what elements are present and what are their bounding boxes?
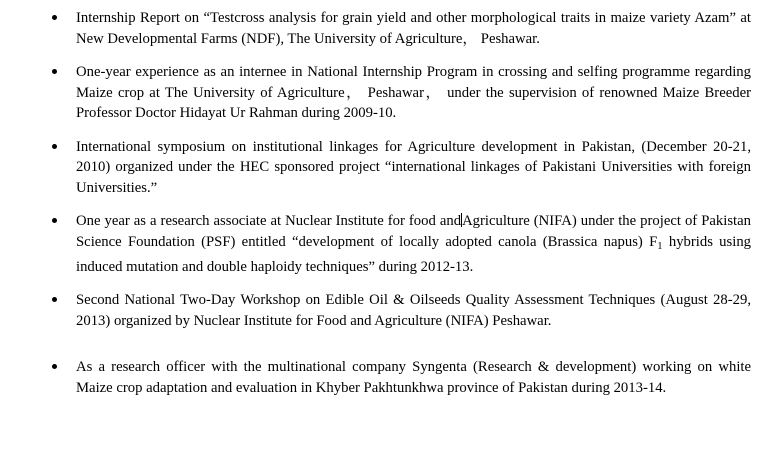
bullet-point-icon xyxy=(52,69,57,74)
bullet-text: Internship Report on “Testcross analysis for grain yield and other morphological traits in maize variety Azam” at New Developmental Farms (NDF), The University of Agriculture， Peshawar. xyxy=(76,10,751,47)
list-item xyxy=(30,357,751,398)
bullet-point-icon xyxy=(52,297,57,302)
bullet-point-icon xyxy=(52,218,57,223)
bullet-text: One-year experience as an internee in National Internship Program in crossing and selfing programme regarding Maize crop at The University of Agriculture， Peshawar， under the supervision of renowned Maize Breeder Professor Doctor Hidayat Ur Rahman during 2009-10. xyxy=(76,64,751,121)
list-item xyxy=(30,290,751,331)
bullet-text-segment-1: One year as a research associate at Nuclear Institute for food and xyxy=(76,213,462,229)
bullet-point-icon xyxy=(52,144,57,149)
subscript-one: 1 xyxy=(657,240,663,252)
bullet-text-segment-3: hybrids using induced mutation and double haploidy techniques” during 2012-13. xyxy=(76,233,752,275)
bullet-text-segment-2: Agriculture (NIFA) under the project of Pakistan Science Foundation (PSF) entitled “development of locally adopted canola (Brassica napus) F xyxy=(76,213,751,250)
list-item xyxy=(30,211,751,277)
bullet-text: Second National Two-Day Workshop on Edible Oil & Oilseeds Quality Assessment Techniques (August 28-29, 2013) organized by Nuclear Institute for Food and Agriculture (NIFA) Peshawar. xyxy=(76,292,751,329)
list-item xyxy=(30,62,751,124)
list-item xyxy=(30,137,751,199)
bullet-point-icon xyxy=(52,15,57,20)
bullet-text: International symposium on institutional linkages for Agriculture development in Pakistan, (December 20-21, 2010) organized under the HEC sponsored project “international linkages of Pakistani Universities with foreign Universities.” xyxy=(76,138,751,196)
experience-bullet-list xyxy=(30,8,751,398)
bullet-text xyxy=(76,211,751,277)
bullet-point-icon xyxy=(52,364,57,369)
list-item xyxy=(30,8,751,49)
bullet-text: As a research officer with the multinational company Syngenta (Research & development) working on white Maize crop adaptation and evaluation in Khyber Pakhtunkhwa province of Pakistan during 2013-14. xyxy=(76,359,751,396)
